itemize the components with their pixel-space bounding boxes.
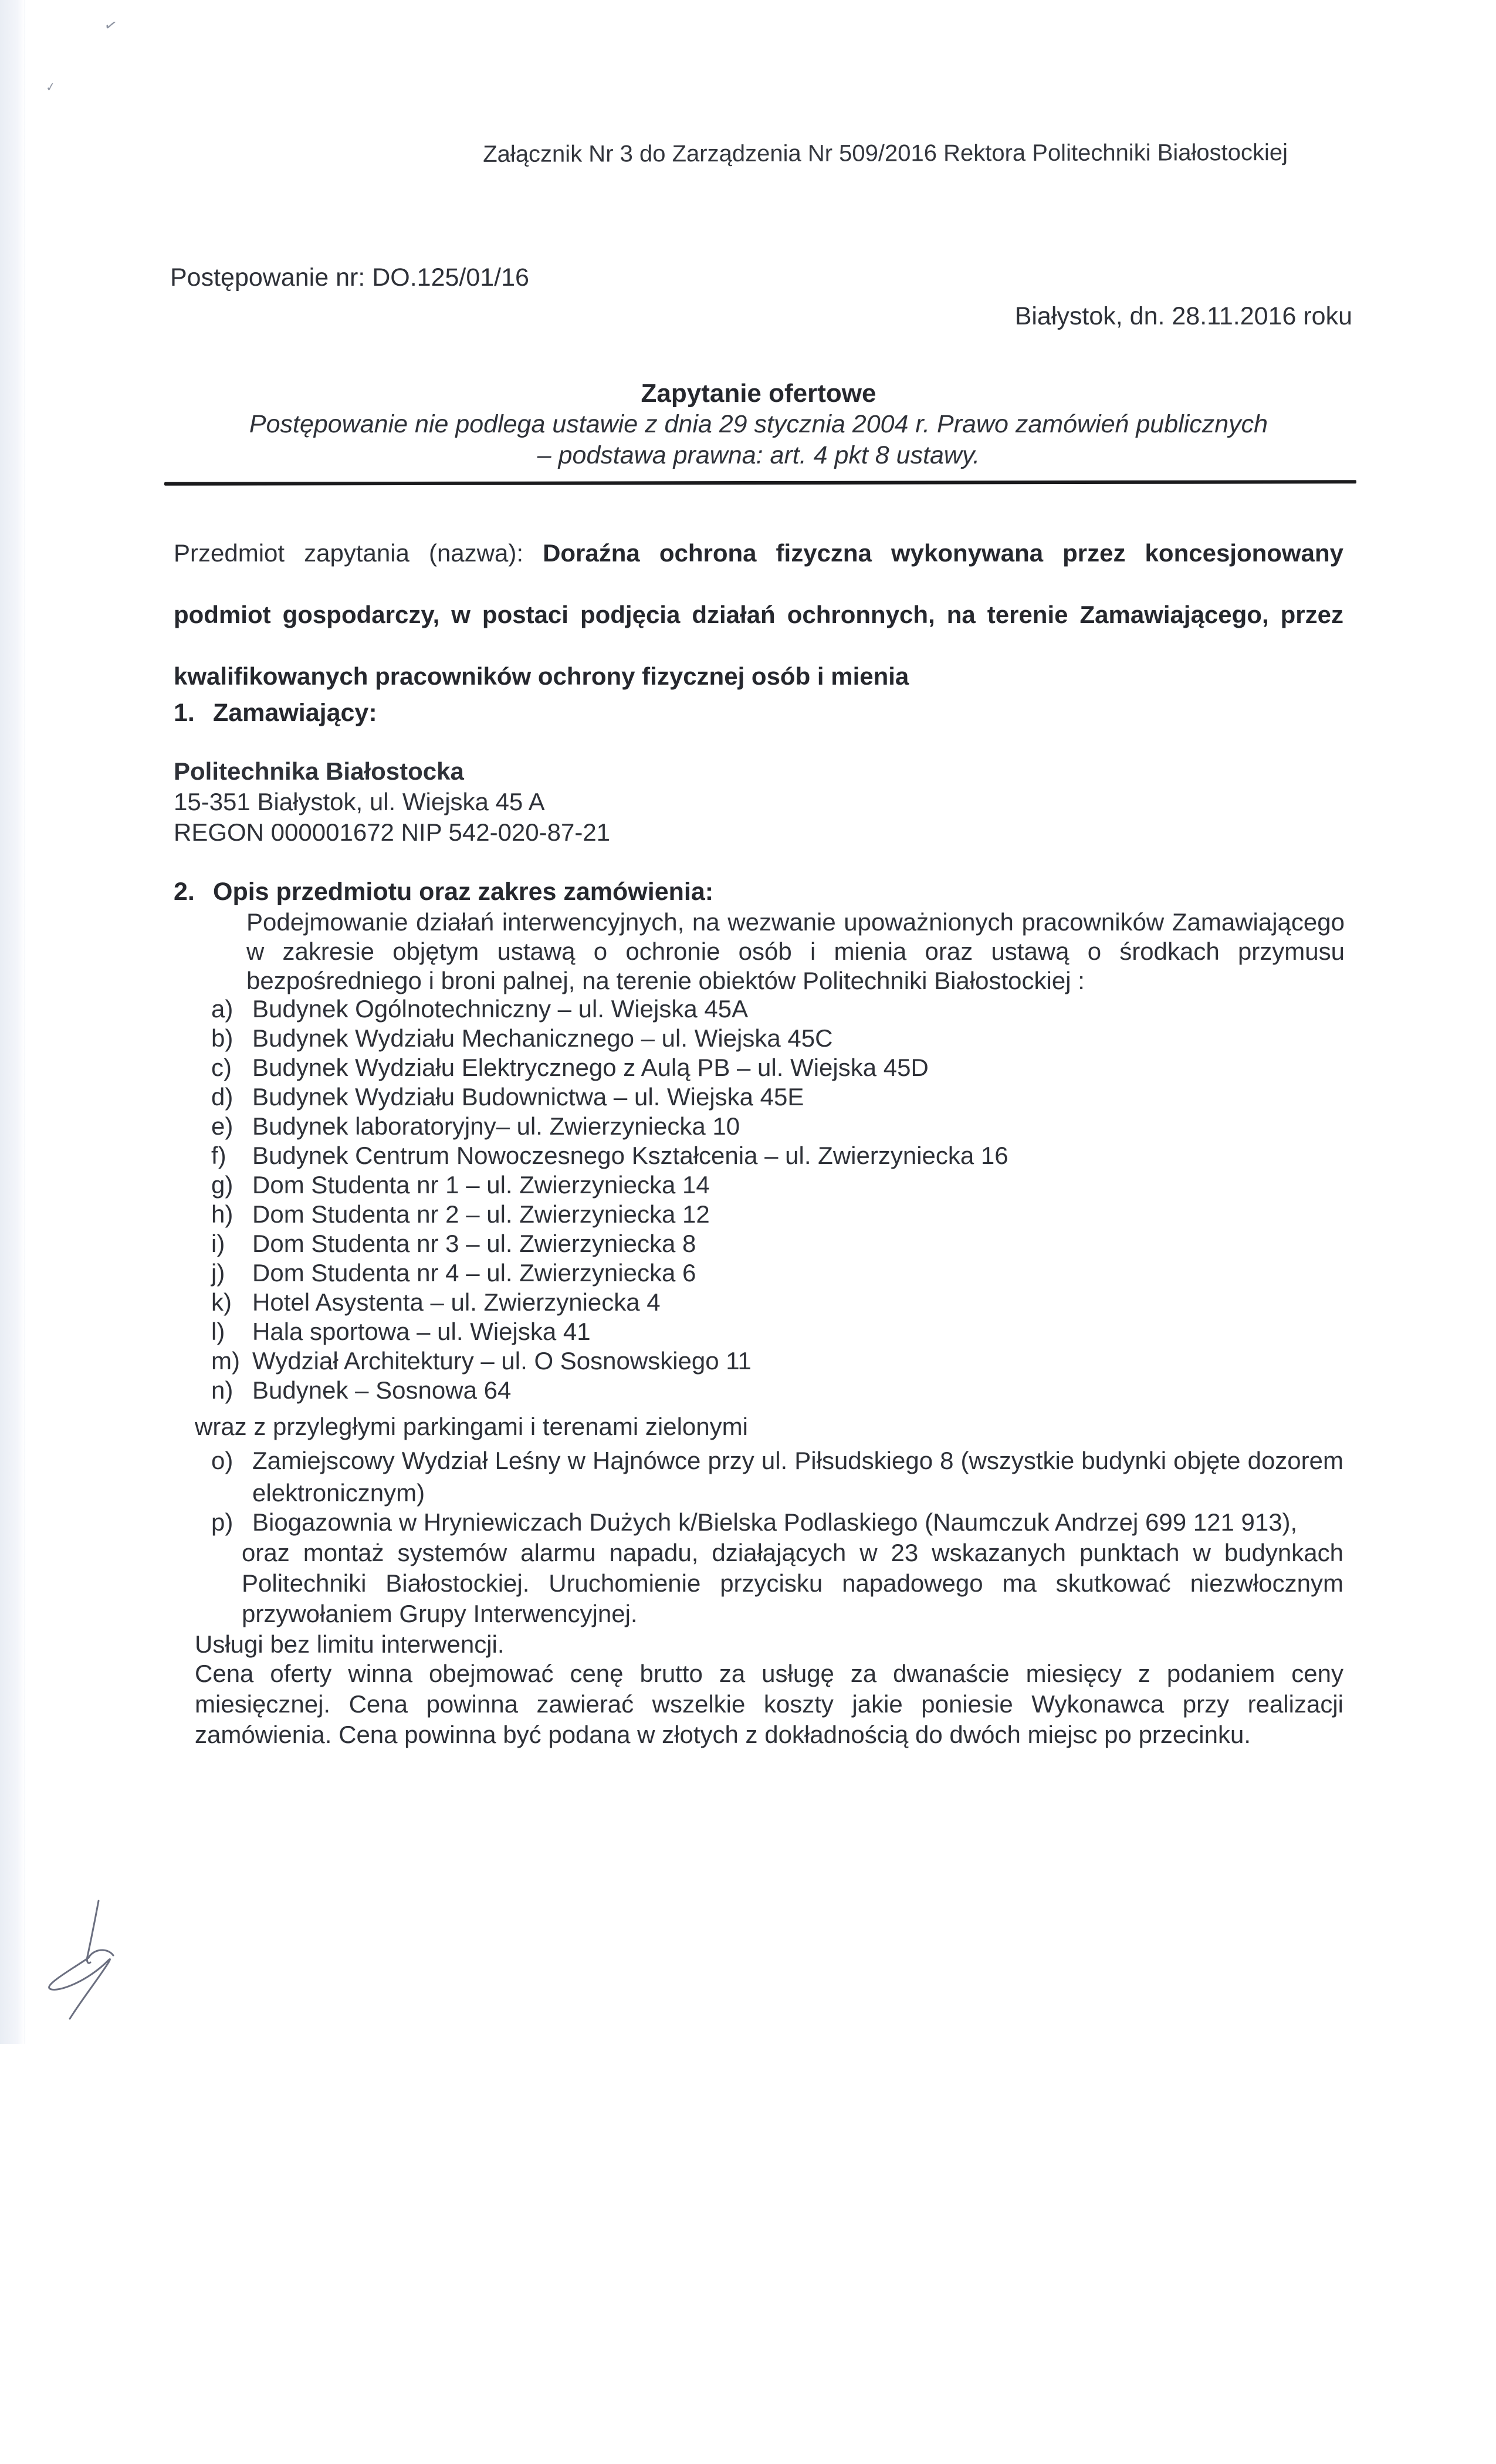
scan-edge-shadow [0, 0, 25, 2044]
price-note: Cena oferty winna obejmować cenę brutto za usługę za dwanaście miesięcy z podaniem ceny miesięcznej. Cena powinna zawierać wszelkie koszty jakie poniesie Wykonawca przy realizacji zamówienia. Cena powinna być podana w złotych z dokładnością do dwóch miejsc po przecinku. [195, 1660, 1343, 1748]
item-letter: m) [211, 1347, 240, 1375]
list-item-o [211, 1444, 1343, 1509]
section2-intro: Podejmowanie działań interwencyjnych, na wezwanie upoważnionych pracowników Zamawiającego w zakresie objętym ustawą o ochronie osób i mienia oraz ustawą o środkach przymusu bezpośredniego i broni palnej, na terenie obiektów Politechniki Białostockiej : [246, 908, 1345, 994]
list-item [211, 1024, 1008, 1053]
list-item [211, 1141, 1008, 1170]
buyer-street: 15-351 Białystok, ul. Wiejska 45 A [174, 788, 545, 815]
item-text: Dom Studenta nr 3 – ul. Zwierzyniecka 8 [252, 1230, 696, 1257]
item-text: Dom Studenta nr 4 – ul. Zwierzyniecka 6 [252, 1259, 696, 1287]
item-letter: h) [211, 1200, 233, 1228]
buildings-note: wraz z przyległymi parkingami i terenami zielonymi [195, 1413, 748, 1440]
item-text: Budynek – Sosnowa 64 [252, 1376, 512, 1404]
subject-label: Przedmiot zapytania (nazwa): [174, 539, 543, 567]
list-item [211, 1200, 1008, 1229]
item-letter: j) [211, 1259, 225, 1287]
horizontal-rule [164, 480, 1356, 486]
item-text: Dom Studenta nr 1 – ul. Zwierzyniecka 14 [252, 1171, 710, 1199]
item-letter: p) [211, 1508, 233, 1536]
buildings-list [211, 994, 1008, 1405]
buyer-name: Politechnika Białostocka [174, 757, 464, 785]
item-p-continuation: oraz montaż systemów alarmu napadu, działających w 23 wskazanych punktach w budynkach Politechniki Białostockiej. Uruchomienie przycisku napadowego ma skutkować niezwłocznym przywołaniem Grupy Interwencyjnej. [242, 1539, 1343, 1627]
list-item [211, 1376, 1008, 1405]
title-block [174, 378, 1343, 471]
list-item [211, 994, 1008, 1024]
section2-heading [174, 876, 713, 908]
item-letter: f) [211, 1142, 226, 1169]
item-letter: b) [211, 1024, 233, 1052]
item-letter: l) [211, 1318, 225, 1345]
item-text: Budynek Wydziału Budownictwa – ul. Wiejska 45E [252, 1083, 804, 1111]
item-text: Biogazownia w Hryniewiczach Dużych k/Bielska Podlaskiego (Naumczuk Andrzej 699 121 913), [252, 1508, 1298, 1536]
buyer-address-block [174, 756, 610, 848]
item-letter: o) [211, 1447, 233, 1474]
section2-number: 2. [174, 878, 195, 906]
section1-title: Zamawiający: [213, 699, 377, 727]
item-text: Wydział Architektury – ul. O Sosnowskiego 11 [252, 1347, 752, 1375]
item-letter: a) [211, 995, 233, 1023]
attachment-note: Załącznik Nr 3 do Zarządzenia Nr 509/2016 Rektora Politechniki Białostockiej [483, 140, 1288, 167]
section1-heading [174, 698, 377, 729]
subject-value: Doraźna ochrona fizyczna wykonywana przez koncesjonowany podmiot gospodarczy, w postaci podjęcia działań ochronnych, na terenie Zamawiającego, przez kwalifikowanych pracowników ochrony fizycznej osób i mienia [174, 539, 1343, 690]
item-text: Zamiejscowy Wydział Leśny w Hajnówce przy ul. Piłsudskiego 8 (wszystkie budynki objęte dozorem elektronicznym) [252, 1447, 1343, 1507]
subject-paragraph [174, 522, 1343, 707]
list-item [211, 1112, 1008, 1141]
item-text: Budynek Wydziału Mechanicznego – ul. Wiejska 45C [252, 1024, 833, 1052]
item-text: Hotel Asystenta – ul. Zwierzyniecka 4 [252, 1288, 661, 1316]
item-text: Hala sportowa – ul. Wiejska 41 [252, 1318, 591, 1345]
item-text: Budynek Centrum Nowoczesnego Kształcenia – ul. Zwierzyniecka 16 [252, 1142, 1008, 1169]
item-letter: n) [211, 1376, 233, 1404]
list-item [211, 1317, 1008, 1346]
list-item [211, 1288, 1008, 1317]
item-letter: c) [211, 1054, 232, 1081]
item-letter: d) [211, 1083, 233, 1111]
list-item [211, 1170, 1008, 1200]
no-limit-note: Usługi bez limitu interwencji. [195, 1630, 505, 1658]
document-title: Zapytanie ofertowe [641, 379, 876, 408]
list-item [211, 1258, 1008, 1288]
signature-scribble [32, 1863, 185, 2039]
scan-speck: ✓ [102, 15, 120, 36]
section2-title: Opis przedmiotu oraz zakres zamówienia: [213, 878, 714, 906]
law-exemption-note-line2: – podstawa prawna: art. 4 pkt 8 ustawy. [537, 441, 980, 469]
item-text: Dom Studenta nr 2 – ul. Zwierzyniecka 12 [252, 1200, 710, 1228]
law-exemption-note-line1: Postępowanie nie podlega ustawie z dnia 29 stycznia 2004 r. Prawo zamówień publicznych [249, 410, 1268, 438]
item-letter: g) [211, 1171, 233, 1199]
section1-number: 1. [174, 699, 195, 727]
item-letter: i) [211, 1230, 225, 1257]
list-item [211, 1053, 1008, 1082]
item-text: Budynek laboratoryjny– ul. Zwierzyniecka 10 [252, 1112, 740, 1140]
list-item [211, 1229, 1008, 1258]
item-letter: e) [211, 1112, 233, 1140]
buyer-regon-nip: REGON 000001672 NIP 542-020-87-21 [174, 818, 611, 846]
item-text: Budynek Wydziału Elektrycznego z Aulą PB – ul. Wiejska 45D [252, 1054, 929, 1081]
scan-speck: ✓ [45, 80, 57, 95]
list-item [211, 1346, 1008, 1376]
case-number: Postępowanie nr: DO.125/01/16 [170, 263, 529, 292]
list-item-p [211, 1507, 1343, 1538]
list-item [211, 1082, 1008, 1112]
item-letter: k) [211, 1288, 232, 1316]
item-text: Budynek Ogólnotechniczny – ul. Wiejska 45A [252, 995, 749, 1023]
place-and-date: Białystok, dn. 28.11.2016 roku [1014, 302, 1352, 330]
